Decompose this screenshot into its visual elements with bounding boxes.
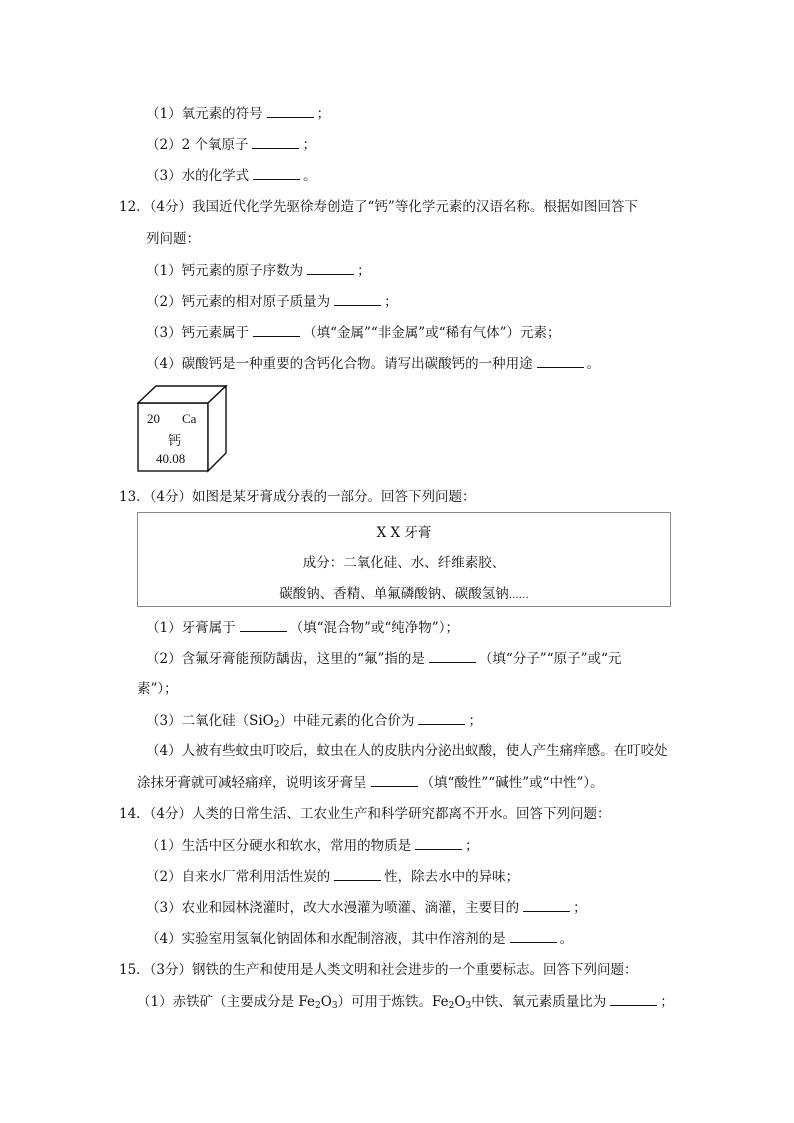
box-line1: 成分：二氧化硅、水、纤维素胶、 — [302, 555, 506, 571]
q12-part1: （1）钙元素的原子序数为 ； — [146, 260, 371, 280]
answer-blank[interactable] — [510, 928, 557, 943]
answer-blank[interactable] — [240, 617, 287, 632]
answer-blank[interactable] — [253, 165, 300, 180]
atomic-number: 20 — [147, 411, 160, 426]
q11-part1: （1）氧元素的符号 ； — [146, 103, 330, 123]
box-line2: 碳酸钠、香精、单氟磷酸钠、碳酸氢钠…… — [279, 586, 529, 602]
element-symbol: Ca — [182, 411, 197, 426]
answer-blank[interactable] — [252, 134, 299, 149]
toothpaste-ingredients-box — [137, 512, 671, 607]
q11-part2: （2）2 个氧原子 ； — [146, 134, 316, 154]
answer-blank[interactable] — [267, 103, 314, 118]
box-title: X X 牙膏 — [376, 525, 432, 541]
q13-part4-cont: 涂抹牙膏就可减轻痛痒，说明该牙膏呈 （填“酸性”“碱性”或“中性”）。 — [137, 772, 604, 792]
q14-stem: 14．（4分）人类的日常生活、工农业生产和科学研究都离不开水。回答下列问题： — [119, 806, 611, 822]
q14-part4: （4）实验室用氢氧化钠固体和水配制溶液，其中作溶剂的是 。 — [146, 928, 573, 948]
answer-blank[interactable] — [418, 710, 465, 725]
q14-part1: （1）生活中区分硬水和软水，常用的物质是 ； — [146, 835, 479, 855]
answer-blank[interactable] — [537, 353, 584, 368]
q12-stem-cont: 列问题： — [146, 231, 200, 247]
q13-part2: （2）含氟牙膏能预防龋齿，这里的“氟”指的是 （填“分子”“原子”或“元 — [146, 648, 621, 668]
answer-blank[interactable] — [334, 291, 381, 306]
q12-part3: （3）钙元素属于 （填“金属”“非金属”或“稀有气体”）元素； — [146, 322, 561, 342]
element-name: 钙 — [168, 433, 182, 448]
q13-stem: 13．（4分）如图是某牙膏成分表的一部分。回答下列问题： — [119, 489, 476, 505]
answer-blank[interactable] — [415, 835, 462, 850]
q14-part2: （2）自来水厂常利用活性炭的 性，除去水中的异味； — [146, 866, 519, 886]
answer-blank[interactable] — [307, 260, 354, 275]
element-cube-figure — [137, 385, 229, 473]
answer-blank[interactable] — [334, 866, 381, 881]
q12-part4: （4）碳酸钙是一种重要的含钙化合物。请写出碳酸钙的一种用途 。 — [146, 353, 600, 373]
q13-part4: （4）人被有些蚊虫叮咬后，蚊虫在人的皮肤内分泌出蚁酸，使人产生痛痒感。在叮咬处 — [146, 743, 668, 759]
answer-blank[interactable] — [610, 991, 657, 1006]
q15-stem: 15．（3分）钢铁的生产和使用是人类文明和社会进步的一个重要标志。回答下列问题： — [119, 962, 638, 978]
q15-part1: （1）赤铁矿（主要成分是 $Fe_2O_3$）可用于炼铁。$Fe_2O_3$中铁、氧元素质量比为 ； — [137, 991, 674, 1011]
atomic-mass: 40.08 — [156, 451, 186, 466]
q12-part2: （2）钙元素的相对原子质量为 ； — [146, 291, 398, 311]
q12-stem: 12．（4分）我国近代化学先驱徐寿创造了“钙”等化学元素的汉语名称。根据如图回答下 — [119, 199, 638, 215]
answer-blank[interactable] — [523, 897, 570, 912]
q13-part2-cont: 素”）； — [137, 681, 178, 697]
q13-part3: （3）二氧化硅（SiO$_2$）中硅元素的化合价为 ； — [146, 710, 482, 730]
answer-blank[interactable] — [371, 772, 418, 787]
answer-blank[interactable] — [253, 322, 300, 337]
q14-part3: （3）农业和园林浇灌时，改大水漫灌为喷灌、滴灌，主要目的 ； — [146, 897, 587, 917]
answer-blank[interactable] — [429, 648, 476, 663]
q11-part3: （3）水的化学式 。 — [146, 165, 317, 185]
q13-part1: （1）牙膏属于 （填“混合物”或“纯净物”）； — [146, 617, 459, 637]
